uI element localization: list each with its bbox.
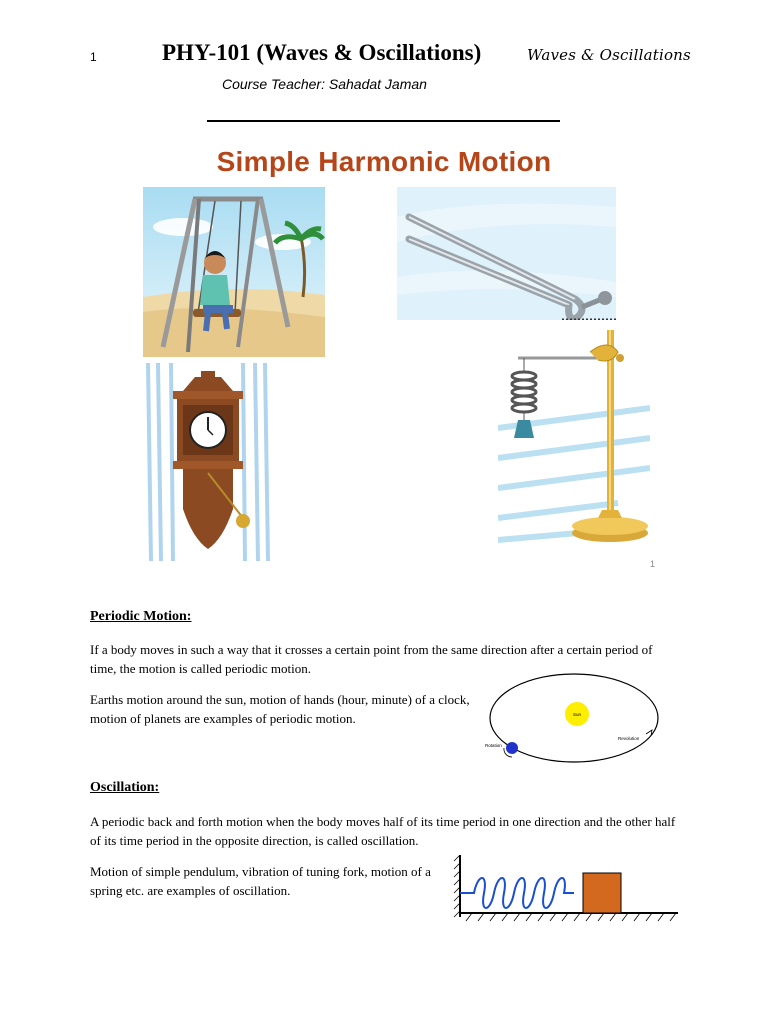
oscillation-heading: Oscillation: bbox=[90, 780, 160, 795]
spring-mass-diagram bbox=[452, 855, 678, 927]
earth-icon bbox=[506, 742, 518, 754]
revolution-label: Revolution bbox=[618, 736, 640, 741]
page-number: 1 bbox=[90, 50, 97, 64]
spring-stand-illustration bbox=[498, 328, 650, 550]
sun-label: Sun bbox=[572, 712, 582, 717]
oscillation-definition: A periodic back and forth motion when the body moves half of its time period in one direction and the other half of its time period in the opposite direction, is called oscillation. bbox=[90, 814, 676, 848]
course-teacher: Course Teacher: Sahadat Jaman bbox=[222, 76, 427, 92]
slide-title: Simple Harmonic Motion bbox=[216, 146, 552, 177]
pendulum-clock-illustration bbox=[143, 363, 273, 561]
periodic-motion-examples: Earths motion around the sun, motion of hands (hour, minute) of a clock, motion of planets are examples of periodic motion. bbox=[90, 692, 470, 726]
periodic-motion-definition: If a body moves in such a way that it crosses a certain point from the same direction after a certain period of time, the motion is called periodic motion. bbox=[90, 642, 653, 676]
orbit-diagram bbox=[482, 670, 662, 770]
slide-number: 1 bbox=[650, 559, 656, 569]
course-title: PHY-101 (Waves & Oscillations) bbox=[162, 40, 482, 65]
swing-illustration bbox=[143, 187, 325, 357]
tuning-fork-illustration bbox=[397, 187, 616, 320]
header-rule bbox=[207, 120, 560, 122]
rotation-label: Rotation bbox=[485, 743, 502, 748]
running-title: Waves & Oscillations bbox=[527, 46, 691, 64]
oscillation-examples: Motion of simple pendulum, vibration of tuning fork, motion of a spring etc. are examples of oscillation. bbox=[90, 864, 431, 898]
periodic-motion-heading: Periodic Motion: bbox=[90, 609, 192, 624]
